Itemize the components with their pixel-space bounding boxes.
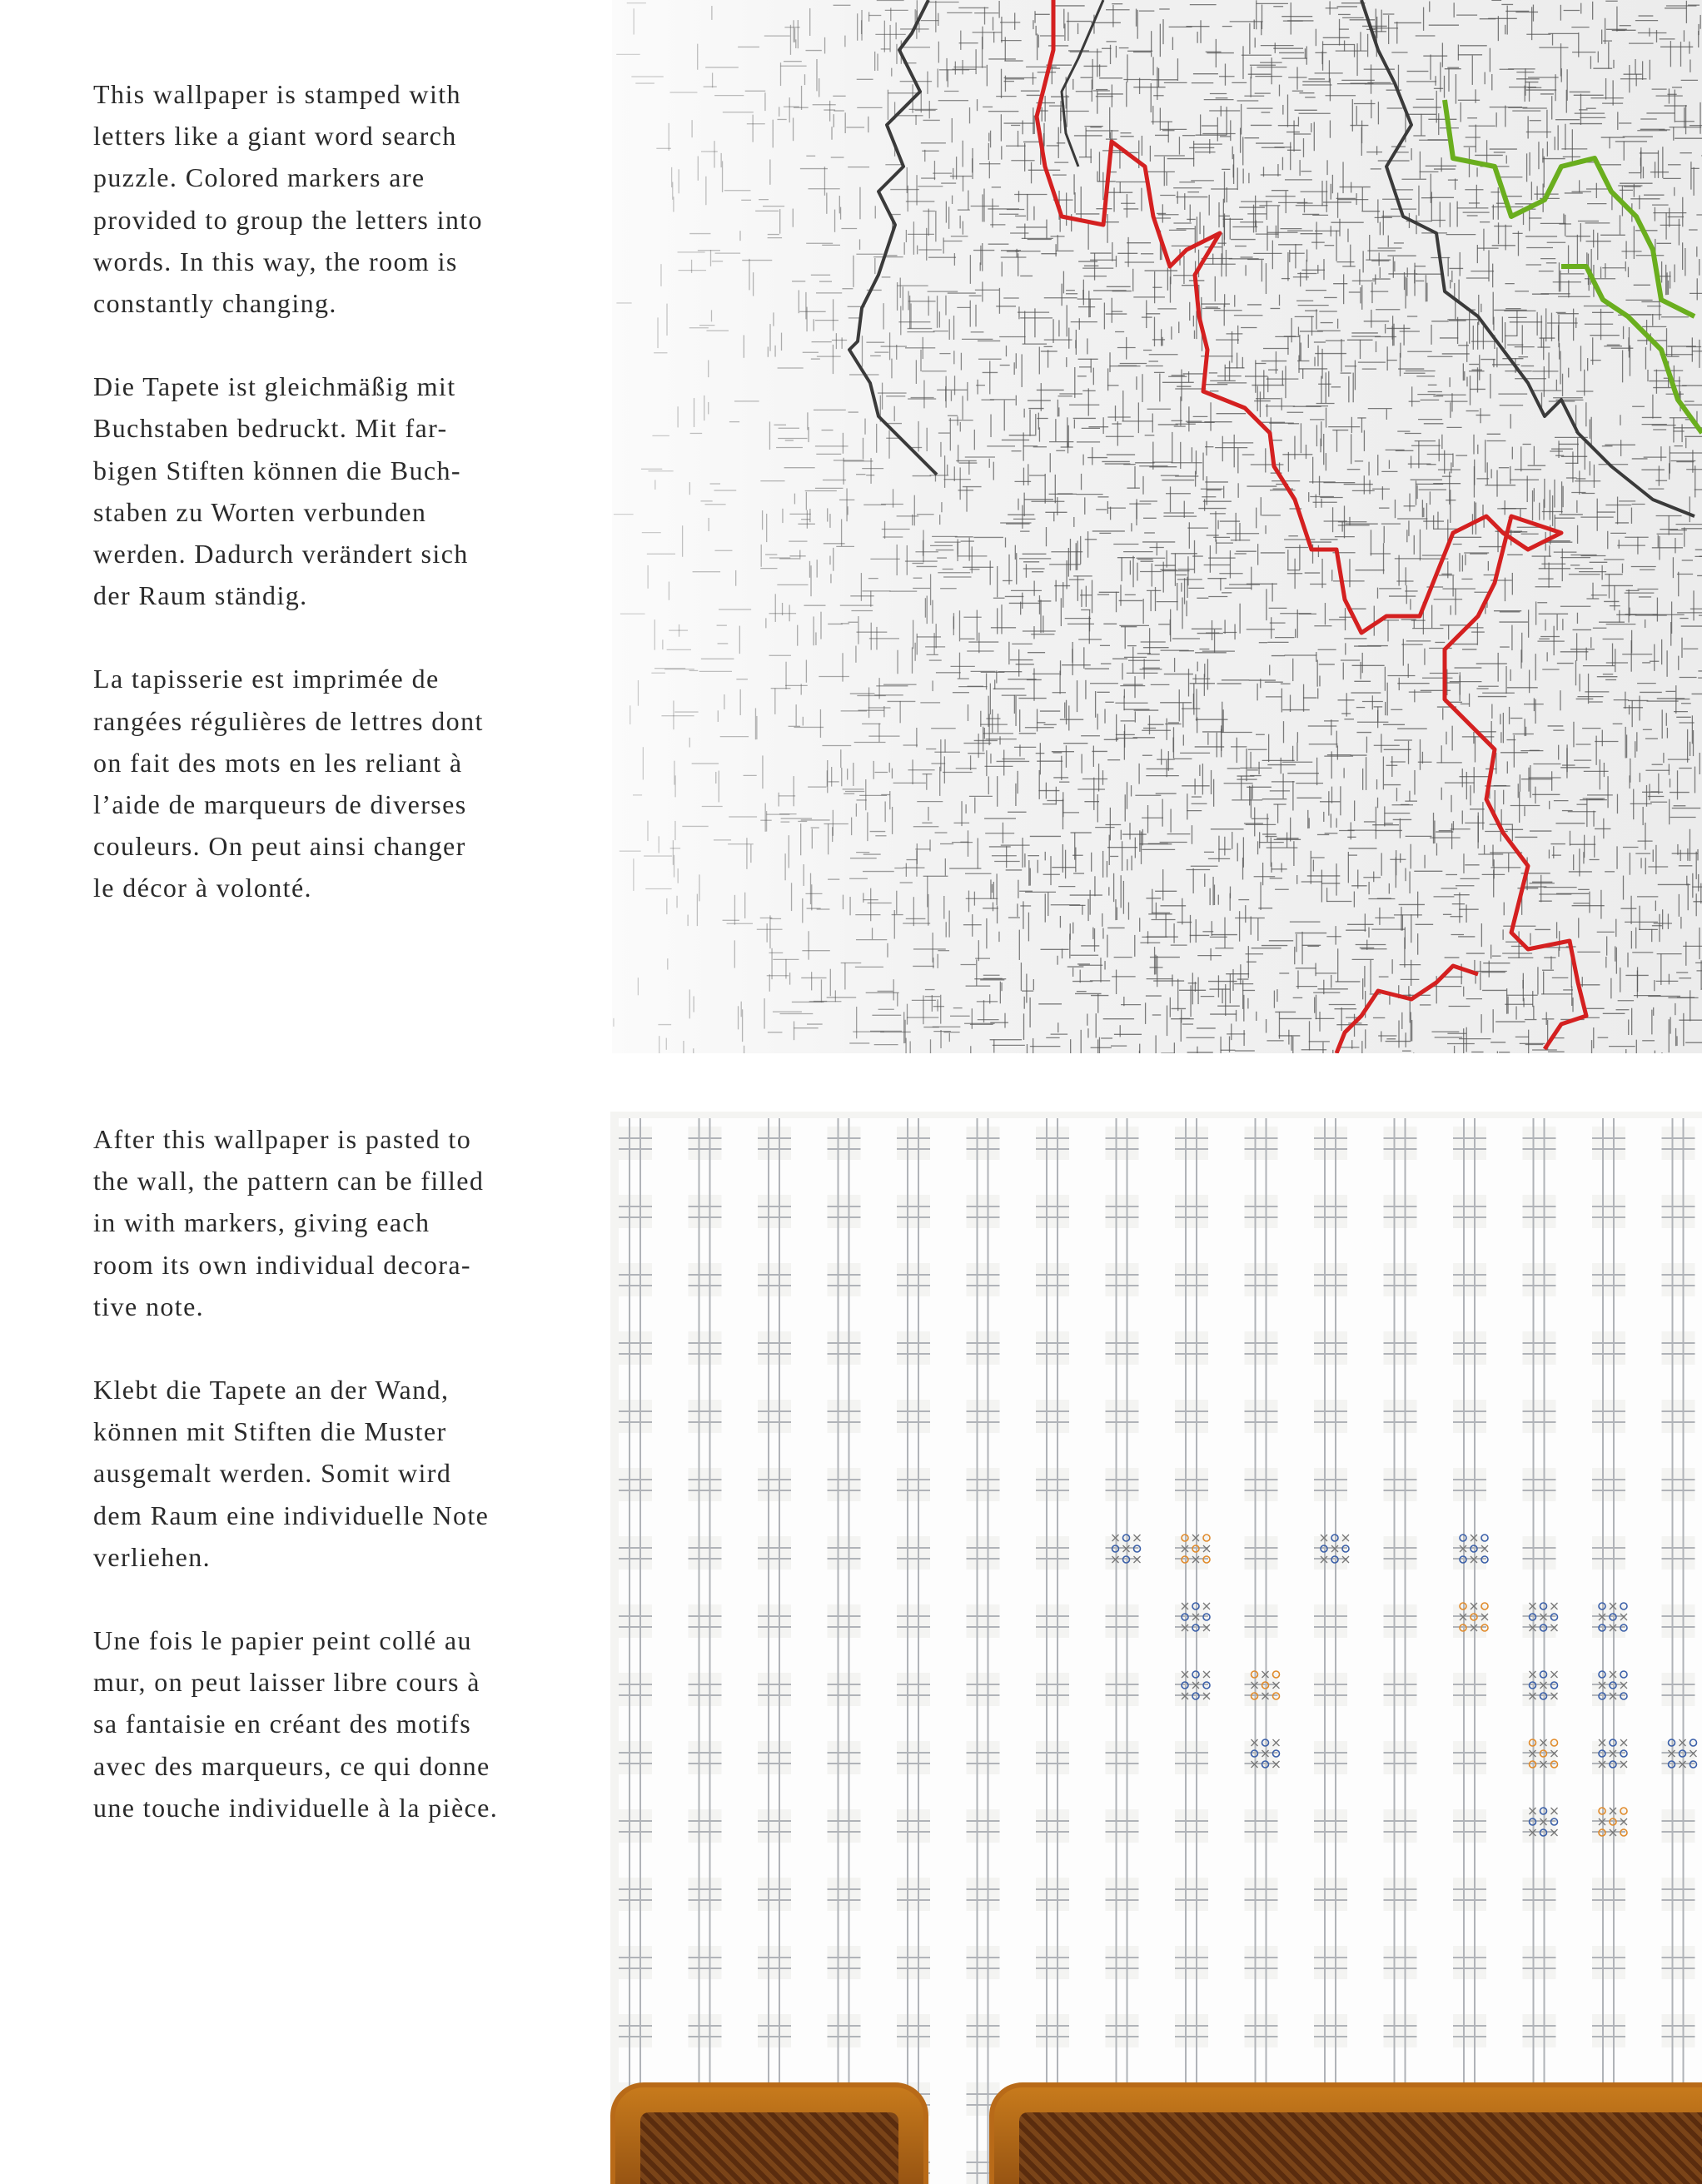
text-line: une touche individuelle à la pièce. <box>93 1792 499 1823</box>
text-line: This wallpaper is stamped with <box>93 79 461 109</box>
marked-cell <box>1182 1671 1210 1699</box>
text-line: le décor à volonté. <box>93 873 312 903</box>
text-line: couleurs. On peut ainsi changer <box>93 831 466 862</box>
paragraph-fr <box>93 658 560 908</box>
text-line: mur, on peut laisser libre cours à <box>93 1667 480 1698</box>
paragraph-fr <box>93 1619 560 1828</box>
marked-cell <box>1599 1808 1627 1836</box>
text-line: sa fantaisie en créant des motifs <box>93 1709 472 1739</box>
paragraph-de <box>93 366 560 616</box>
marked-cell <box>1460 1535 1488 1563</box>
text-line: words. In this way, the room is <box>93 246 458 276</box>
marked-cell <box>1460 1603 1488 1631</box>
text-line: werden. Dadurch verändert sich <box>93 539 469 570</box>
text-line: verliehen. <box>93 1541 212 1572</box>
text-line: rangées régulières de lettres dont <box>93 705 484 736</box>
marker-line <box>1037 0 1586 1049</box>
text-line: bigen Stiften können die Buch- <box>93 455 461 485</box>
text-line: l’aide de marqueurs de diverses <box>93 789 467 820</box>
marker-line <box>1561 266 1702 433</box>
text-line: on fait des mots en les reliant à <box>93 747 463 778</box>
text-line: puzzle. Colored markers are <box>93 162 426 193</box>
marked-cell <box>1599 1671 1627 1699</box>
tictactoe-wallpaper-photo <box>610 1112 1702 2184</box>
text-line: letters like a giant word search <box>93 121 457 152</box>
marked-cell <box>1530 1603 1558 1631</box>
text-line: dem Raum eine individuelle Note <box>93 1500 490 1530</box>
marked-cell <box>1252 1739 1280 1768</box>
text-line: room its own individual decora- <box>93 1249 471 1280</box>
text-line: La tapisserie est imprimée de <box>93 664 440 694</box>
text-line: Die Tapete ist gleichmäßig mit <box>93 371 456 402</box>
marked-cell <box>1530 1739 1558 1768</box>
maze-wallpaper-photo <box>612 0 1702 1053</box>
text-line: ausgemalt werden. Somit wird <box>93 1458 452 1489</box>
marker-line <box>849 0 937 475</box>
marked-cell <box>1599 1603 1627 1631</box>
text-line: staben zu Worten verbunden <box>93 496 427 527</box>
marked-cells <box>610 1112 1702 2184</box>
text-line: constantly changing. <box>93 288 337 319</box>
marked-cell <box>1530 1671 1558 1699</box>
text-line: in with markers, giving each <box>93 1207 430 1238</box>
text-line: können mit Stiften die Muster <box>93 1416 447 1447</box>
text-line: After this wallpaper is pasted to <box>93 1124 472 1154</box>
marked-cell <box>1112 1535 1141 1563</box>
paragraph-en <box>93 1118 560 1327</box>
text-line: Une fois le papier peint collé au <box>93 1625 472 1656</box>
marked-cell <box>1599 1739 1627 1768</box>
marked-cell <box>1182 1603 1210 1631</box>
caption-maze-wallpaper <box>93 73 560 951</box>
marked-cell <box>1321 1535 1349 1563</box>
chair-right <box>989 2082 1702 2184</box>
paragraph-en <box>93 73 560 324</box>
marked-cell <box>1669 1739 1697 1768</box>
maze-pattern <box>612 0 1702 1053</box>
paragraph-de <box>93 1369 560 1578</box>
chair-left <box>610 2082 928 2184</box>
text-line: der Raum ständig. <box>93 580 308 611</box>
marked-cell <box>1530 1808 1558 1836</box>
text-line: tive note. <box>93 1291 205 1321</box>
marked-cell <box>1182 1535 1210 1563</box>
caption-tictactoe-wallpaper <box>93 1118 560 1870</box>
marked-cell <box>1252 1671 1280 1699</box>
text-line: Klebt die Tapete an der Wand, <box>93 1375 450 1405</box>
text-line: avec des marqueurs, ce qui donne <box>93 1750 490 1781</box>
text-line: Buchstaben bedruckt. Mit far- <box>93 413 448 444</box>
text-line: provided to group the letters into <box>93 204 483 235</box>
text-line: the wall, the pattern can be filled <box>93 1166 485 1196</box>
